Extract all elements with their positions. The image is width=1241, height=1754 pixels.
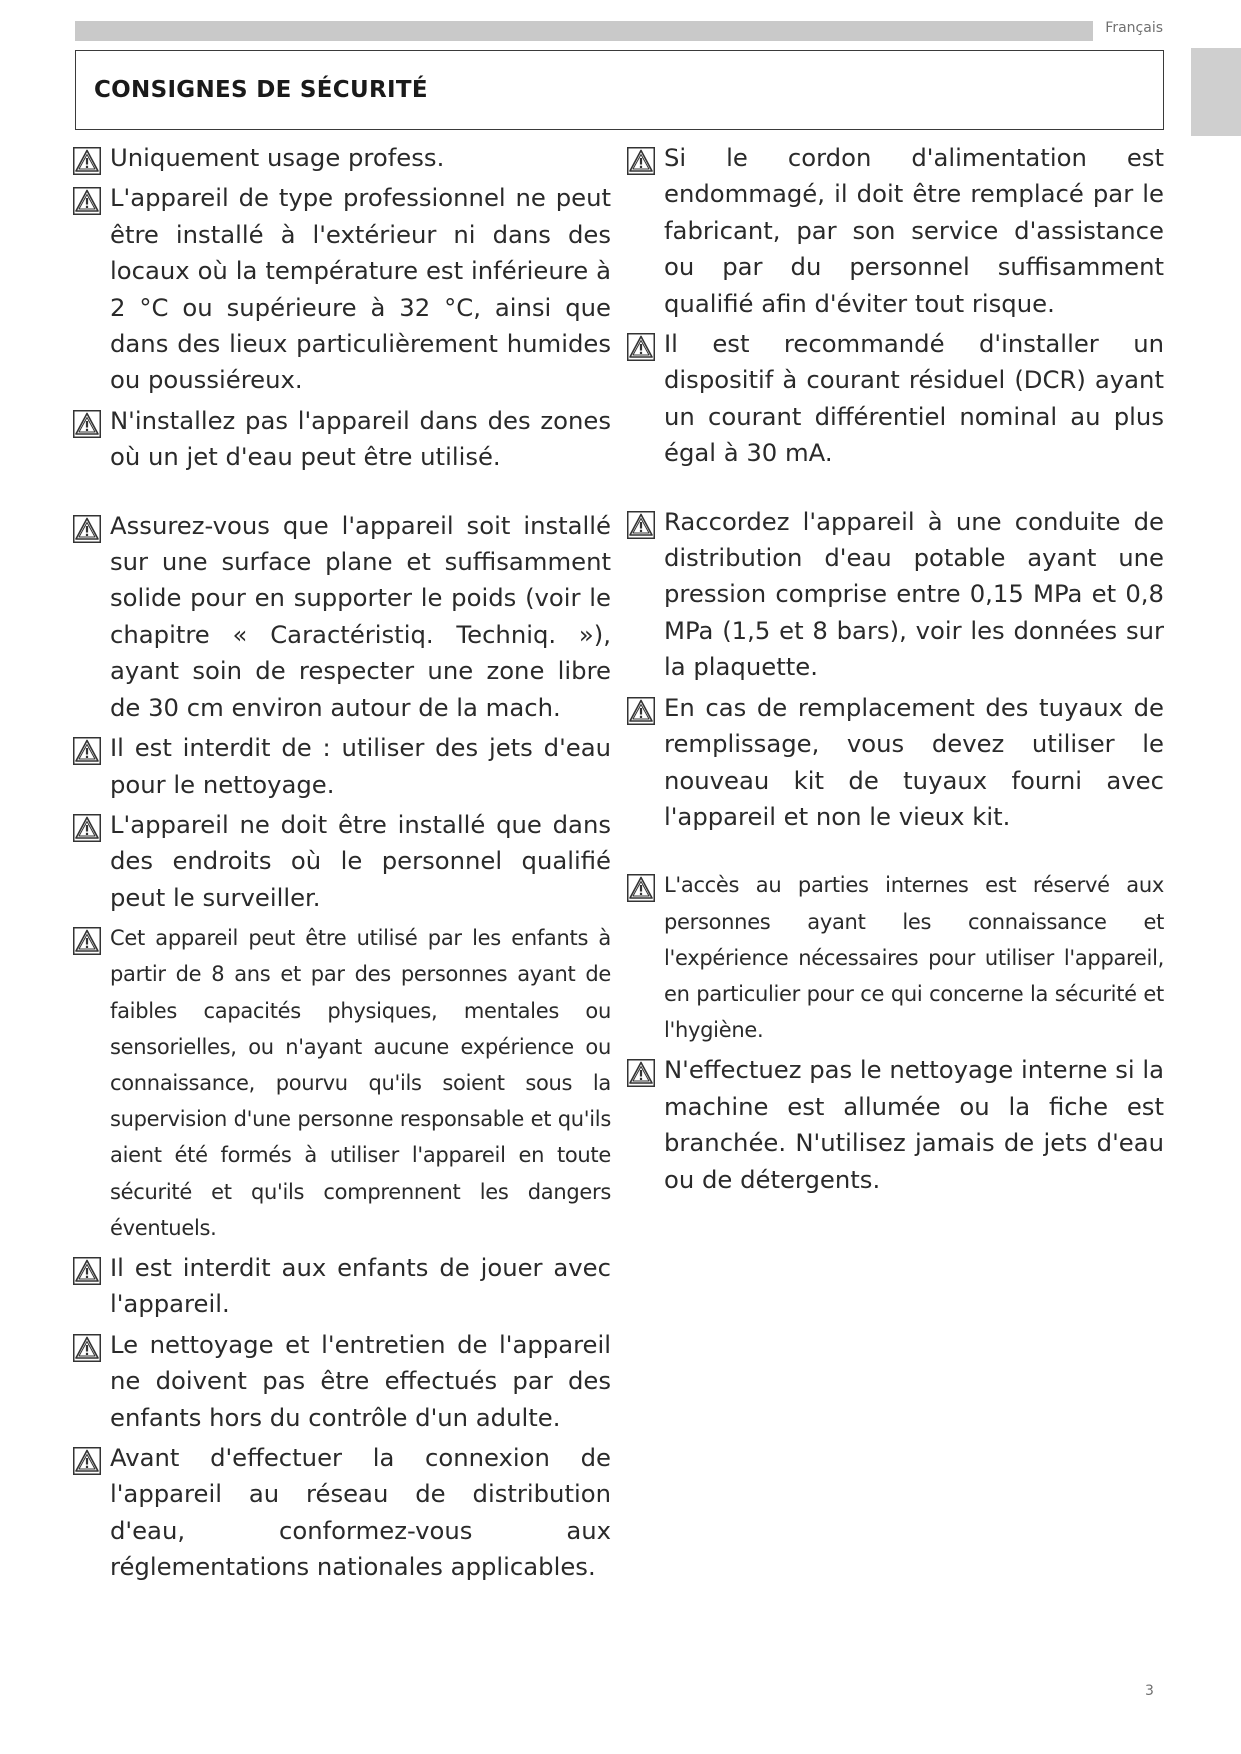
safety-item [73, 807, 611, 916]
safety-item-text: En cas de remplacement des tuyaux de remplissage, vous devez utiliser le nouveau kit de tuyaux fourni avec l'appareil et non le vieux kit. [664, 692, 1164, 831]
warning-triangle-icon [73, 147, 101, 175]
warning-triangle-icon [73, 927, 101, 955]
section-title-box [75, 50, 1164, 130]
safety-item-text: Avant d'effectuer la connexion de l'appareil au réseau de distribution d'eau, conformez-vous aux réglementations nationales applicables. [110, 1442, 611, 1582]
safety-item-text: Il est recommandé d'installer un dispositif à courant résiduel (DCR) ayant un courant différentiel nominal au plus égal à 30 mA. [664, 329, 1164, 468]
warning-triangle-icon [627, 874, 655, 902]
safety-item-text: N'effectuez pas le nettoyage interne si la machine est allumée ou la fiche est branchée. N'utilisez jamais de jets d'eau ou de détergents. [664, 1055, 1164, 1194]
page-number: 3 [1145, 1683, 1154, 1699]
warning-triangle-icon [73, 1334, 101, 1362]
warning-triangle-icon [73, 737, 101, 765]
safety-item-text: Cet appareil peut être utilisé par les enfants à partir de 8 ans et par des personnes ayant de faibles capacités physiques, mentales ou sensorielles, ou n'ayant aucune expérience ou connaissance, pourvu qu'ils soient sous la supervision d'une personne responsable et qu'ils aient été formés à utiliser l'appareil en toute sécurité et qu'ils comprennent les dangers éventuels. [110, 926, 611, 1240]
section-tab [1191, 48, 1241, 136]
warning-triangle-icon [627, 147, 655, 175]
left-column [73, 140, 611, 1590]
safety-item [627, 690, 1164, 836]
safety-item-text: L'appareil de type professionnel ne peut être installé à l'extérieur ni dans des locaux où la température est inférieure à 2 °C ou supérieure à 32 °C, ainsi que dans des lieux particulièrement humides ou poussiéreux. [110, 183, 611, 395]
safety-item-text: L'accès au parties internes est réservé aux personnes ayant les connaissance et l'expérience nécessaires pour utiliser l'appareil, en particulier pour ce qui concerne la sécurité et l'hygiène. [664, 873, 1164, 1043]
safety-item [73, 1440, 611, 1586]
safety-item-text: Si le cordon d'alimentation est endommagé, il doit être remplacé par le fabricant, par son service d'assistance ou par du personnel suffisamment qualifié afin d'éviter tout risque. [664, 143, 1164, 318]
safety-item [73, 180, 611, 398]
safety-item [627, 867, 1164, 1048]
safety-item [627, 1052, 1164, 1198]
warning-triangle-icon [73, 814, 101, 842]
section-title: CONSIGNES DE SÉCURITÉ [94, 77, 428, 103]
warning-triangle-icon [73, 410, 101, 438]
safety-item [73, 920, 611, 1246]
warning-triangle-icon [627, 333, 655, 361]
safety-item [627, 504, 1164, 686]
safety-item-text: Uniquement usage profess. [110, 143, 445, 172]
right-column [627, 140, 1164, 1202]
warning-triangle-icon [627, 1059, 655, 1087]
language-label: Français [1105, 20, 1163, 36]
safety-item [73, 508, 611, 726]
safety-item-text: L'appareil ne doit être installé que dans des endroits où le personnel qualifié peut le surveiller. [110, 809, 611, 912]
warning-triangle-icon [73, 515, 101, 543]
safety-item [627, 326, 1164, 472]
safety-item-text: Le nettoyage et l'entretien de l'appareil ne doivent pas être effectués par des enfants hors du contrôle d'un adulte. [110, 1329, 611, 1432]
warning-triangle-icon [73, 1257, 101, 1285]
warning-triangle-icon [73, 1447, 101, 1475]
warning-triangle-icon [627, 511, 655, 539]
safety-item [73, 1327, 611, 1436]
safety-item [73, 140, 611, 176]
header-bar [75, 21, 1093, 41]
safety-item-text: Assurez-vous que l'appareil soit installé sur une surface plane et suffisamment solide pour en supporter le poids (voir le chapitre « Caractéristiq. Techniq. »), ayant soin de respecter une zone libre de 30 cm environ autour de la mach. [110, 510, 611, 722]
warning-triangle-icon [627, 697, 655, 725]
safety-item-text: Il est interdit aux enfants de jouer avec l'appareil. [110, 1252, 611, 1319]
safety-item-text: Raccordez l'appareil à une conduite de distribution d'eau potable ayant une pression comprise entre 0,15 MPa et 0,8 MPa (1,5 et 8 bars), voir les données sur la plaquette. [664, 506, 1164, 682]
safety-item [73, 1250, 611, 1323]
warning-triangle-icon [73, 187, 101, 215]
safety-item-text: Il est interdit de : utiliser des jets d'eau pour le nettoyage. [110, 733, 611, 799]
safety-item-text: N'installez pas l'appareil dans des zones où un jet d'eau peut être utilisé. [110, 405, 611, 472]
safety-item [73, 730, 611, 803]
safety-item [627, 140, 1164, 322]
safety-item [73, 403, 611, 476]
